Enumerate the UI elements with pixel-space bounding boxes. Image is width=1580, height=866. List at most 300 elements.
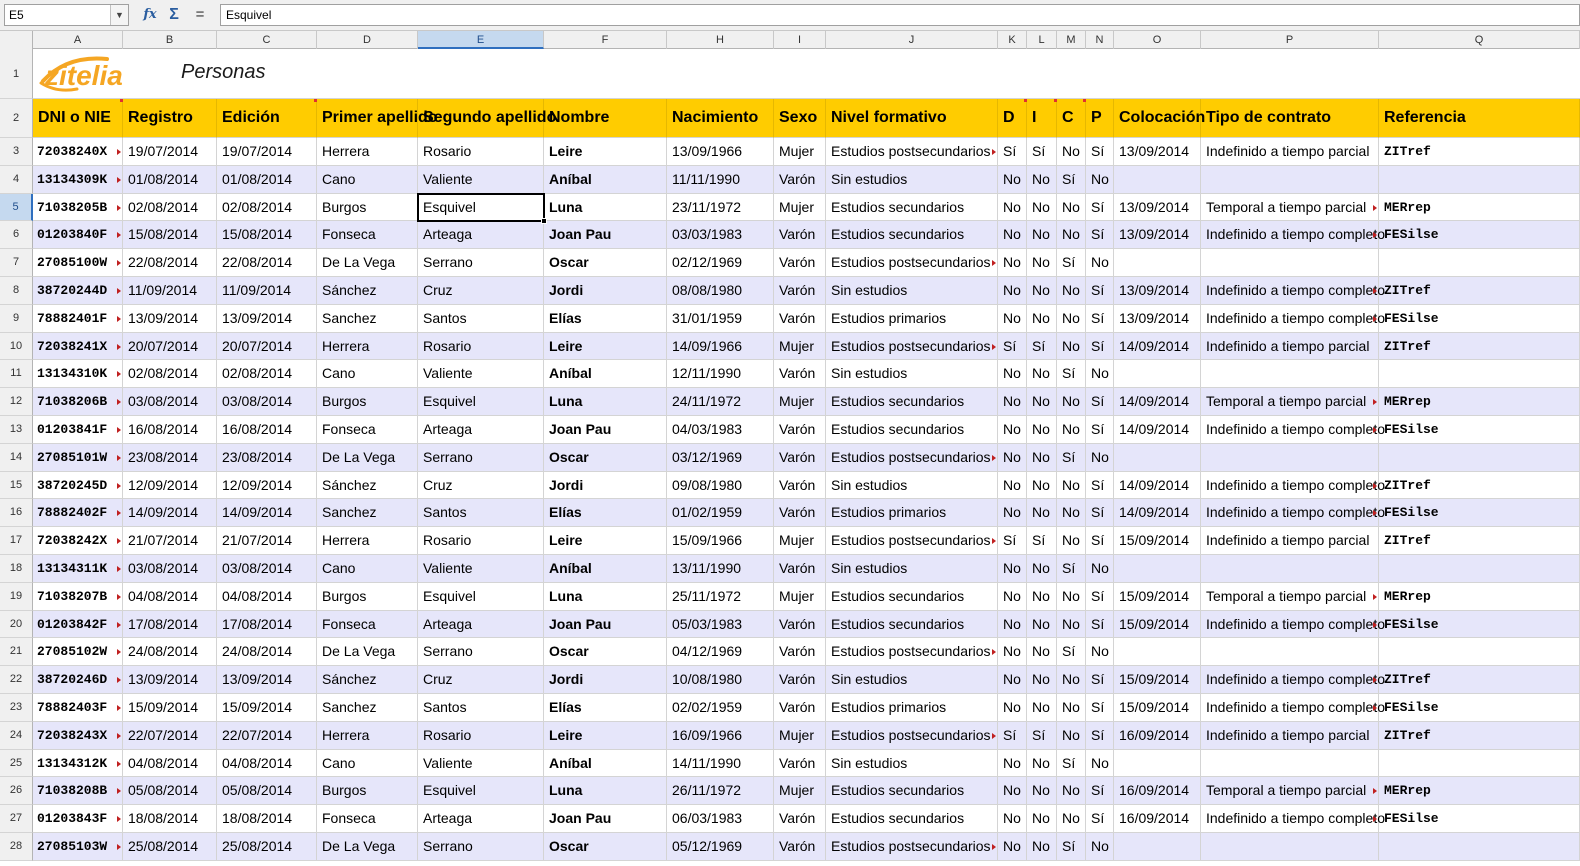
cell-sexo[interactable] bbox=[774, 360, 826, 388]
cell-c[interactable] bbox=[1057, 833, 1086, 861]
cell-i[interactable] bbox=[1027, 416, 1057, 444]
row-header-14[interactable]: 14 bbox=[0, 444, 33, 472]
cell-p[interactable] bbox=[1086, 722, 1114, 750]
cell-i[interactable] bbox=[1027, 360, 1057, 388]
cell-d[interactable] bbox=[998, 221, 1027, 249]
cell-c[interactable] bbox=[1057, 221, 1086, 249]
cell-i[interactable] bbox=[1027, 277, 1057, 305]
cell-nacimiento[interactable] bbox=[667, 833, 774, 861]
cell-tipo-contrato[interactable] bbox=[1201, 527, 1379, 555]
cell-nombre[interactable] bbox=[544, 416, 667, 444]
cell-referencia[interactable] bbox=[1379, 138, 1580, 166]
cell-edicion[interactable] bbox=[217, 638, 317, 666]
cell-dni[interactable] bbox=[33, 249, 123, 277]
cell-nombre[interactable] bbox=[544, 221, 667, 249]
cell-nivel-formativo[interactable] bbox=[826, 805, 998, 833]
cell-nivel-formativo[interactable] bbox=[826, 694, 998, 722]
cell-nacimiento[interactable] bbox=[667, 277, 774, 305]
column-header-h[interactable]: H bbox=[667, 31, 774, 49]
row-header-17[interactable]: 17 bbox=[0, 527, 33, 555]
cell-edicion[interactable] bbox=[217, 694, 317, 722]
cell-registro[interactable] bbox=[123, 388, 217, 416]
row-header-2[interactable]: 2 bbox=[0, 99, 33, 138]
cell-p[interactable] bbox=[1086, 305, 1114, 333]
cell-nacimiento[interactable] bbox=[667, 333, 774, 361]
cell-edicion[interactable] bbox=[217, 388, 317, 416]
row-header-16[interactable]: 16 bbox=[0, 499, 33, 527]
cell-c[interactable] bbox=[1057, 249, 1086, 277]
row-header-22[interactable]: 22 bbox=[0, 666, 33, 694]
cell-primer-apellido[interactable] bbox=[317, 305, 418, 333]
cell-nacimiento[interactable] bbox=[667, 138, 774, 166]
cell-i[interactable] bbox=[1027, 694, 1057, 722]
cell-p[interactable] bbox=[1086, 249, 1114, 277]
cell-c[interactable] bbox=[1057, 277, 1086, 305]
cell-registro[interactable] bbox=[123, 777, 217, 805]
row-header-23[interactable]: 23 bbox=[0, 694, 33, 722]
cell-dni[interactable] bbox=[33, 611, 123, 639]
column-header-k[interactable]: K bbox=[998, 31, 1027, 49]
cell-segundo-apellido[interactable] bbox=[418, 333, 544, 361]
cell-dni[interactable] bbox=[33, 194, 123, 222]
cell-nombre[interactable] bbox=[544, 249, 667, 277]
cell-p[interactable] bbox=[1086, 221, 1114, 249]
cell-referencia[interactable] bbox=[1379, 472, 1580, 500]
cell-c[interactable] bbox=[1057, 805, 1086, 833]
cell-i[interactable] bbox=[1027, 221, 1057, 249]
cell-dni[interactable] bbox=[33, 360, 123, 388]
cell-p[interactable] bbox=[1086, 166, 1114, 194]
cell-nivel-formativo[interactable] bbox=[826, 388, 998, 416]
cell-i[interactable] bbox=[1027, 805, 1057, 833]
row-header-8[interactable]: 8 bbox=[0, 277, 33, 305]
cell-d[interactable] bbox=[998, 388, 1027, 416]
cell-sexo[interactable] bbox=[774, 583, 826, 611]
cell-sexo[interactable] bbox=[774, 555, 826, 583]
cell-nacimiento[interactable] bbox=[667, 166, 774, 194]
cell-colocacion[interactable] bbox=[1114, 527, 1201, 555]
row-header-25[interactable]: 25 bbox=[0, 750, 33, 778]
header-d[interactable]: D bbox=[998, 99, 1027, 138]
cell-dni[interactable] bbox=[33, 277, 123, 305]
cell-p[interactable] bbox=[1086, 833, 1114, 861]
cell-referencia[interactable] bbox=[1379, 694, 1580, 722]
cell-colocacion[interactable] bbox=[1114, 583, 1201, 611]
cell-nivel-formativo[interactable] bbox=[826, 333, 998, 361]
cell-nivel-formativo[interactable] bbox=[826, 583, 998, 611]
cell-sexo[interactable] bbox=[774, 138, 826, 166]
cell-p[interactable] bbox=[1086, 499, 1114, 527]
cell-p[interactable] bbox=[1086, 333, 1114, 361]
cell-c[interactable] bbox=[1057, 388, 1086, 416]
cell-c[interactable] bbox=[1057, 194, 1086, 222]
cell-referencia[interactable] bbox=[1379, 221, 1580, 249]
header-dni[interactable]: DNI o NIE bbox=[33, 99, 123, 138]
cell-segundo-apellido[interactable] bbox=[418, 472, 544, 500]
cell-primer-apellido[interactable] bbox=[317, 777, 418, 805]
cell-tipo-contrato[interactable] bbox=[1201, 416, 1385, 444]
cell-registro[interactable] bbox=[123, 416, 217, 444]
column-header-e[interactable]: E bbox=[418, 31, 544, 49]
cell-dni[interactable] bbox=[33, 527, 123, 555]
cell-primer-apellido[interactable] bbox=[317, 805, 418, 833]
cell-referencia[interactable] bbox=[1379, 611, 1580, 639]
column-header-f[interactable]: F bbox=[544, 31, 667, 49]
cell-nivel-formativo[interactable] bbox=[826, 277, 998, 305]
cell-d[interactable] bbox=[998, 194, 1027, 222]
cell-registro[interactable] bbox=[123, 805, 217, 833]
cell-nombre[interactable] bbox=[544, 499, 667, 527]
cell-d[interactable] bbox=[998, 416, 1027, 444]
cell-edicion[interactable] bbox=[217, 138, 317, 166]
cell-p[interactable] bbox=[1086, 416, 1114, 444]
cell-referencia[interactable] bbox=[1379, 333, 1580, 361]
cell-d[interactable] bbox=[998, 444, 1027, 472]
cell-sexo[interactable] bbox=[774, 221, 826, 249]
cell-p[interactable] bbox=[1086, 611, 1114, 639]
cell-d[interactable] bbox=[998, 694, 1027, 722]
cell-registro[interactable] bbox=[123, 277, 217, 305]
cell-i[interactable] bbox=[1027, 166, 1057, 194]
cell-nombre[interactable] bbox=[544, 333, 667, 361]
cell-tipo-contrato[interactable] bbox=[1201, 277, 1385, 305]
cell-nacimiento[interactable] bbox=[667, 527, 774, 555]
cell-colocacion[interactable] bbox=[1114, 333, 1201, 361]
cell-c[interactable] bbox=[1057, 305, 1086, 333]
cell-colocacion[interactable] bbox=[1114, 638, 1201, 666]
cell-nivel-formativo[interactable] bbox=[826, 360, 998, 388]
cell-nombre[interactable] bbox=[544, 138, 667, 166]
name-box[interactable] bbox=[4, 4, 129, 26]
cell-nacimiento[interactable] bbox=[667, 472, 774, 500]
cell-colocacion[interactable] bbox=[1114, 833, 1201, 861]
row-header-3[interactable]: 3 bbox=[0, 138, 33, 166]
cell-tipo-contrato[interactable] bbox=[1201, 305, 1385, 333]
chevron-down-icon[interactable]: ▼ bbox=[110, 5, 128, 25]
cell-i[interactable] bbox=[1027, 666, 1057, 694]
cell-colocacion[interactable] bbox=[1114, 221, 1201, 249]
row-header-7[interactable]: 7 bbox=[0, 249, 33, 277]
cell-c[interactable] bbox=[1057, 416, 1086, 444]
cell-edicion[interactable] bbox=[217, 472, 317, 500]
cell-primer-apellido[interactable] bbox=[317, 138, 418, 166]
cell-colocacion[interactable] bbox=[1114, 444, 1201, 472]
header-tipo-contrato[interactable]: Tipo de contrato bbox=[1201, 99, 1379, 138]
header-colocacion[interactable]: Colocación bbox=[1114, 99, 1201, 138]
cell-p[interactable] bbox=[1086, 638, 1114, 666]
cell-segundo-apellido[interactable] bbox=[418, 750, 544, 778]
cell-nombre[interactable] bbox=[544, 472, 667, 500]
cell-edicion[interactable] bbox=[217, 499, 317, 527]
column-header-q[interactable]: Q bbox=[1379, 31, 1580, 49]
cell-segundo-apellido[interactable] bbox=[418, 666, 544, 694]
cell-colocacion[interactable] bbox=[1114, 249, 1201, 277]
cell-segundo-apellido[interactable] bbox=[418, 221, 544, 249]
cell-referencia[interactable] bbox=[1379, 444, 1580, 472]
cell-dni[interactable] bbox=[33, 444, 123, 472]
cell-c[interactable] bbox=[1057, 360, 1086, 388]
cell-edicion[interactable] bbox=[217, 805, 317, 833]
cell-d[interactable] bbox=[998, 583, 1027, 611]
cell-tipo-contrato[interactable] bbox=[1201, 472, 1385, 500]
cell-colocacion[interactable] bbox=[1114, 416, 1201, 444]
cell-d[interactable] bbox=[998, 333, 1027, 361]
cell-tipo-contrato[interactable] bbox=[1201, 805, 1385, 833]
cell-edicion[interactable] bbox=[217, 416, 317, 444]
row-header-26[interactable]: 26 bbox=[0, 777, 33, 805]
header-nivel-formativo[interactable]: Nivel formativo bbox=[826, 99, 998, 138]
header-primer-apellido[interactable]: Primer apellido bbox=[317, 99, 418, 138]
cell-segundo-apellido[interactable] bbox=[418, 499, 544, 527]
row-header-28[interactable]: 28 bbox=[0, 833, 33, 861]
cell-primer-apellido[interactable] bbox=[317, 527, 418, 555]
cell-i[interactable] bbox=[1027, 388, 1057, 416]
column-header-i[interactable]: I bbox=[774, 31, 826, 49]
cell-edicion[interactable] bbox=[217, 194, 317, 222]
cell-sexo[interactable] bbox=[774, 527, 826, 555]
cell-colocacion[interactable] bbox=[1114, 750, 1201, 778]
cell-edicion[interactable] bbox=[217, 583, 317, 611]
header-registro[interactable]: Registro bbox=[123, 99, 217, 138]
cell-d[interactable] bbox=[998, 166, 1027, 194]
cell-colocacion[interactable] bbox=[1114, 472, 1201, 500]
cell-d[interactable] bbox=[998, 305, 1027, 333]
cell-segundo-apellido[interactable] bbox=[418, 166, 544, 194]
cell-registro[interactable] bbox=[123, 249, 217, 277]
cell-nombre[interactable] bbox=[544, 750, 667, 778]
cell-colocacion[interactable] bbox=[1114, 777, 1201, 805]
cell-i[interactable] bbox=[1027, 333, 1057, 361]
row-header-20[interactable]: 20 bbox=[0, 611, 33, 639]
cell-p[interactable] bbox=[1086, 750, 1114, 778]
cell-colocacion[interactable] bbox=[1114, 805, 1201, 833]
cell-sexo[interactable] bbox=[774, 472, 826, 500]
cell-nivel-formativo[interactable] bbox=[826, 638, 998, 666]
cell-edicion[interactable] bbox=[217, 611, 317, 639]
cell-nivel-formativo[interactable] bbox=[826, 777, 998, 805]
cell-sexo[interactable] bbox=[774, 194, 826, 222]
cell-nacimiento[interactable] bbox=[667, 666, 774, 694]
cell-segundo-apellido[interactable] bbox=[418, 249, 544, 277]
cell-nacimiento[interactable] bbox=[667, 305, 774, 333]
cell-referencia[interactable] bbox=[1379, 750, 1580, 778]
cell-sexo[interactable] bbox=[774, 416, 826, 444]
cell-segundo-apellido[interactable] bbox=[418, 777, 544, 805]
cell-segundo-apellido[interactable] bbox=[418, 388, 544, 416]
cell-d[interactable] bbox=[998, 472, 1027, 500]
cell-nacimiento[interactable] bbox=[667, 777, 774, 805]
cell-dni[interactable] bbox=[33, 750, 123, 778]
cell-c[interactable] bbox=[1057, 694, 1086, 722]
cell-nombre[interactable] bbox=[544, 305, 667, 333]
cell-dni[interactable] bbox=[33, 777, 123, 805]
cell-sexo[interactable] bbox=[774, 805, 826, 833]
row-header-5[interactable]: 5 bbox=[0, 194, 33, 222]
cell-nivel-formativo[interactable] bbox=[826, 472, 998, 500]
cell-colocacion[interactable] bbox=[1114, 694, 1201, 722]
cell-tipo-contrato[interactable] bbox=[1201, 611, 1385, 639]
cell-i[interactable] bbox=[1027, 722, 1057, 750]
cell-referencia[interactable] bbox=[1379, 833, 1580, 861]
cell-i[interactable] bbox=[1027, 611, 1057, 639]
column-header-n[interactable]: N bbox=[1086, 31, 1114, 49]
cell-d[interactable] bbox=[998, 750, 1027, 778]
cell-registro[interactable] bbox=[123, 305, 217, 333]
cell-registro[interactable] bbox=[123, 833, 217, 861]
cell-colocacion[interactable] bbox=[1114, 305, 1201, 333]
cell-tipo-contrato[interactable] bbox=[1201, 499, 1385, 527]
cell-referencia[interactable] bbox=[1379, 805, 1580, 833]
cell-segundo-apellido[interactable] bbox=[418, 305, 544, 333]
cell-segundo-apellido[interactable] bbox=[418, 138, 544, 166]
column-header-j[interactable]: J bbox=[826, 31, 998, 49]
cell-dni[interactable] bbox=[33, 333, 123, 361]
cell-primer-apellido[interactable] bbox=[317, 583, 418, 611]
select-all-corner[interactable] bbox=[0, 31, 33, 49]
cell-d[interactable] bbox=[998, 499, 1027, 527]
cell-nacimiento[interactable] bbox=[667, 694, 774, 722]
header-nombre[interactable]: Nombre bbox=[544, 99, 667, 138]
cell-c[interactable] bbox=[1057, 138, 1086, 166]
cell-i[interactable] bbox=[1027, 777, 1057, 805]
cell-i[interactable] bbox=[1027, 444, 1057, 472]
cell-i[interactable] bbox=[1027, 499, 1057, 527]
cell-c[interactable] bbox=[1057, 166, 1086, 194]
cell-tipo-contrato[interactable] bbox=[1201, 388, 1379, 416]
cell-referencia[interactable] bbox=[1379, 527, 1580, 555]
cell-nombre[interactable] bbox=[544, 777, 667, 805]
cell-i[interactable] bbox=[1027, 750, 1057, 778]
cell-d[interactable] bbox=[998, 805, 1027, 833]
cell-segundo-apellido[interactable] bbox=[418, 527, 544, 555]
cell-primer-apellido[interactable] bbox=[317, 499, 418, 527]
cell-tipo-contrato[interactable] bbox=[1201, 138, 1379, 166]
cell-p[interactable] bbox=[1086, 583, 1114, 611]
cell-primer-apellido[interactable] bbox=[317, 360, 418, 388]
cell-nacimiento[interactable] bbox=[667, 444, 774, 472]
cell-sexo[interactable] bbox=[774, 750, 826, 778]
cell-edicion[interactable] bbox=[217, 555, 317, 583]
cell-nacimiento[interactable] bbox=[667, 638, 774, 666]
cell-colocacion[interactable] bbox=[1114, 194, 1201, 222]
cell-referencia[interactable] bbox=[1379, 416, 1580, 444]
cell-c[interactable] bbox=[1057, 555, 1086, 583]
cell-sexo[interactable] bbox=[774, 833, 826, 861]
cell-segundo-apellido[interactable] bbox=[418, 555, 544, 583]
cell-colocacion[interactable] bbox=[1114, 555, 1201, 583]
cell-referencia[interactable] bbox=[1379, 583, 1580, 611]
cell-c[interactable] bbox=[1057, 750, 1086, 778]
cell-c[interactable] bbox=[1057, 583, 1086, 611]
cell-nivel-formativo[interactable] bbox=[826, 249, 998, 277]
cell-nivel-formativo[interactable] bbox=[826, 221, 998, 249]
cell-edicion[interactable] bbox=[217, 722, 317, 750]
cell-nacimiento[interactable] bbox=[667, 805, 774, 833]
header-p[interactable]: P bbox=[1086, 99, 1114, 138]
cell-dni[interactable] bbox=[33, 833, 123, 861]
cell-segundo-apellido[interactable] bbox=[418, 722, 544, 750]
cell-primer-apellido[interactable] bbox=[317, 833, 418, 861]
cell-dni[interactable] bbox=[33, 555, 123, 583]
cell-d[interactable] bbox=[998, 360, 1027, 388]
cell-nivel-formativo[interactable] bbox=[826, 138, 998, 166]
cell-segundo-apellido[interactable] bbox=[418, 277, 544, 305]
cell-p[interactable] bbox=[1086, 666, 1114, 694]
cell-dni[interactable] bbox=[33, 221, 123, 249]
column-header-o[interactable]: O bbox=[1114, 31, 1201, 49]
cell-dni[interactable] bbox=[33, 166, 123, 194]
cell-edicion[interactable] bbox=[217, 360, 317, 388]
cell-tipo-contrato[interactable] bbox=[1201, 360, 1379, 388]
row-header-13[interactable]: 13 bbox=[0, 416, 33, 444]
cell-sexo[interactable] bbox=[774, 388, 826, 416]
cell-registro[interactable] bbox=[123, 444, 217, 472]
cell-nombre[interactable] bbox=[544, 194, 667, 222]
cell-sexo[interactable] bbox=[774, 166, 826, 194]
cell-tipo-contrato[interactable] bbox=[1201, 722, 1379, 750]
cell-tipo-contrato[interactable] bbox=[1201, 194, 1379, 222]
row-header-21[interactable]: 21 bbox=[0, 638, 33, 666]
cell-colocacion[interactable] bbox=[1114, 611, 1201, 639]
cell-sexo[interactable] bbox=[774, 638, 826, 666]
cell-nombre[interactable] bbox=[544, 444, 667, 472]
cell-primer-apellido[interactable] bbox=[317, 694, 418, 722]
cell-primer-apellido[interactable] bbox=[317, 472, 418, 500]
cell-registro[interactable] bbox=[123, 221, 217, 249]
cell-i[interactable] bbox=[1027, 249, 1057, 277]
cell-nivel-formativo[interactable] bbox=[826, 722, 998, 750]
row-header-18[interactable]: 18 bbox=[0, 555, 33, 583]
cell-primer-apellido[interactable] bbox=[317, 444, 418, 472]
cell-referencia[interactable] bbox=[1379, 277, 1580, 305]
cell-tipo-contrato[interactable] bbox=[1201, 583, 1379, 611]
cell-nivel-formativo[interactable] bbox=[826, 750, 998, 778]
cell-c[interactable] bbox=[1057, 611, 1086, 639]
cell-d[interactable] bbox=[998, 277, 1027, 305]
cell-nombre[interactable] bbox=[544, 694, 667, 722]
cell-d[interactable] bbox=[998, 833, 1027, 861]
cell-tipo-contrato[interactable] bbox=[1201, 166, 1379, 194]
cell-sexo[interactable] bbox=[774, 499, 826, 527]
cell-tipo-contrato[interactable] bbox=[1201, 833, 1379, 861]
cell-c[interactable] bbox=[1057, 499, 1086, 527]
cell-primer-apellido[interactable] bbox=[317, 166, 418, 194]
cell-referencia[interactable] bbox=[1379, 360, 1580, 388]
cell-nombre[interactable] bbox=[544, 833, 667, 861]
cell-i[interactable] bbox=[1027, 138, 1057, 166]
column-header-p[interactable]: P bbox=[1201, 31, 1379, 49]
header-edicion[interactable]: Edición bbox=[217, 99, 317, 138]
cell-d[interactable] bbox=[998, 638, 1027, 666]
cell-p[interactable] bbox=[1086, 777, 1114, 805]
cell-c[interactable] bbox=[1057, 638, 1086, 666]
header-i[interactable]: I bbox=[1027, 99, 1057, 138]
cell-nivel-formativo[interactable] bbox=[826, 555, 998, 583]
cell-p[interactable] bbox=[1086, 527, 1114, 555]
cell-primer-apellido[interactable] bbox=[317, 388, 418, 416]
cell-c[interactable] bbox=[1057, 444, 1086, 472]
cell-c[interactable] bbox=[1057, 666, 1086, 694]
cell-segundo-apellido[interactable] bbox=[418, 611, 544, 639]
cell-referencia[interactable] bbox=[1379, 388, 1580, 416]
cell-tipo-contrato[interactable] bbox=[1201, 694, 1385, 722]
cell-i[interactable] bbox=[1027, 194, 1057, 222]
cell-p[interactable] bbox=[1086, 805, 1114, 833]
header-nacimiento[interactable]: Nacimiento bbox=[667, 99, 774, 138]
cell-nivel-formativo[interactable] bbox=[826, 499, 998, 527]
column-header-c[interactable]: C bbox=[217, 31, 317, 49]
cell-sexo[interactable] bbox=[774, 444, 826, 472]
